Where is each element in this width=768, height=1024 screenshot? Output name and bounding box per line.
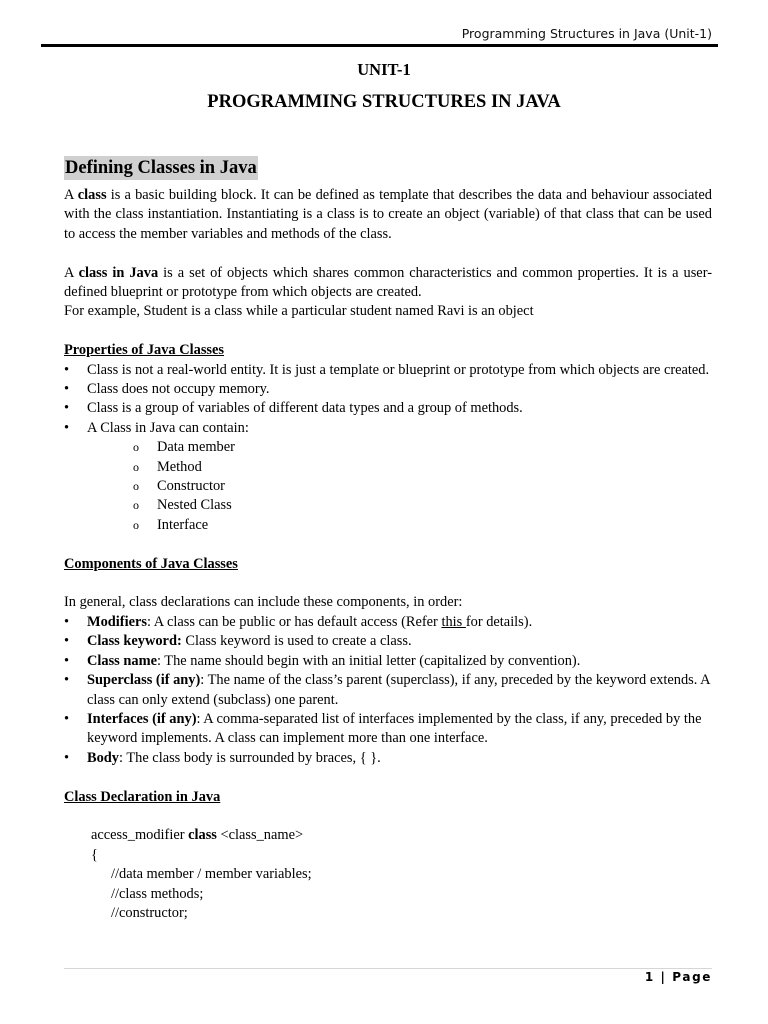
list-item: [64, 652, 712, 671]
components-list: [64, 613, 712, 768]
components-intro: In general, class declarations can include these components, in order:: [64, 594, 463, 611]
component-term: Class name: [87, 652, 157, 669]
list-item: • Class is not a real-world entity. It is just a template or blueprint or prototype from which objects are created.: [64, 361, 712, 380]
component-text: : A comma-separated list of interfaces implemented by the class, if any, preceded by the keyword implements. A class can implement more than one interface.: [87, 710, 702, 747]
sub-list-item: o Nested Class: [64, 496, 712, 515]
code-line: {: [91, 846, 98, 863]
list-item: • Class is a group of variables of different data types and a group of methods.: [64, 399, 712, 418]
section-title: Defining Classes in Java: [65, 158, 257, 178]
page-title: PROGRAMMING STRUCTURES IN JAVA: [207, 92, 561, 112]
para2-prefix: A: [64, 264, 79, 281]
properties-list: [64, 361, 712, 439]
component-text: : The name of the class’s parent (superclass), if any, preceded by the keyword extends. A class can only extend (subclass) one parent.: [87, 672, 710, 708]
list-item: • A Class in Java can contain:: [64, 419, 712, 438]
component-term: Interfaces (if any): [87, 710, 197, 727]
list-item: [64, 613, 712, 632]
refer-this-link[interactable]: this: [441, 613, 466, 630]
component-text: : The class body is surrounded by braces, { }.: [119, 749, 381, 766]
component-term: Superclass (if any): [87, 672, 201, 689]
footer-rule: [64, 968, 712, 969]
para1-term: class: [77, 187, 107, 203]
code-block: [64, 826, 712, 923]
paragraph-example: For example, Student is a class while a particular student named Ravi is an object: [64, 303, 534, 320]
class-contents-list: [64, 438, 712, 535]
component-text: : A class can be public or has default access (Refer: [146, 613, 442, 630]
component-text: Class keyword is used to create a class.: [181, 633, 412, 650]
components-heading: Components of Java Classes: [64, 555, 238, 572]
paragraph-class-definition: [64, 186, 712, 244]
list-item: [64, 671, 712, 710]
list-item: [64, 710, 712, 749]
list-item: [64, 632, 712, 651]
sub-list-item: o Constructor: [64, 477, 712, 496]
list-item: [64, 749, 712, 768]
code-token: <class_name>: [216, 827, 304, 844]
running-header: Programming Structures in Java (Unit-1): [461, 26, 712, 41]
list-item: • Class does not occupy memory.: [64, 380, 712, 399]
component-term: Class keyword:: [87, 633, 182, 650]
sub-list-item: o Data member: [64, 438, 712, 457]
declaration-heading: Class Declaration in Java: [64, 788, 221, 805]
page-number: 1 | Page: [644, 970, 712, 984]
para1-text: is a basic building block. It can be defined as template that describes the data and behaviour associated with the class instantiation. Instantiating is a class is to create an object (variable) of that class that can be used to access the member variables and methods of the class.: [64, 187, 712, 242]
code-line: //class methods;: [111, 885, 204, 902]
code-line: //data member / member variables;: [111, 866, 312, 883]
component-text: for details).: [465, 613, 533, 630]
code-line: //constructor;: [111, 904, 188, 921]
paragraph-class-in-java: [64, 264, 712, 303]
properties-heading: Properties of Java Classes: [64, 342, 225, 359]
code-line: [91, 826, 712, 845]
para2-text: is a set of objects which shares common characteristics and common properties. It is a user-defined blueprint or prototype from which objects are created.: [64, 264, 712, 301]
sub-list-item: o Interface: [64, 516, 712, 535]
para1-prefix: A: [64, 187, 78, 203]
header-rule: [41, 44, 718, 47]
para2-term: class in Java: [78, 264, 159, 281]
document-body: [64, 156, 712, 923]
sub-list-item: o Method: [64, 458, 712, 477]
component-term: Modifiers: [87, 613, 147, 630]
component-term: Body: [87, 749, 119, 766]
component-text: : The name should begin with an initial letter (capitalized by convention).: [156, 652, 581, 669]
code-keyword: class: [188, 827, 217, 844]
code-token: access_modifier: [91, 827, 189, 844]
unit-label: UNIT-1: [357, 60, 411, 79]
